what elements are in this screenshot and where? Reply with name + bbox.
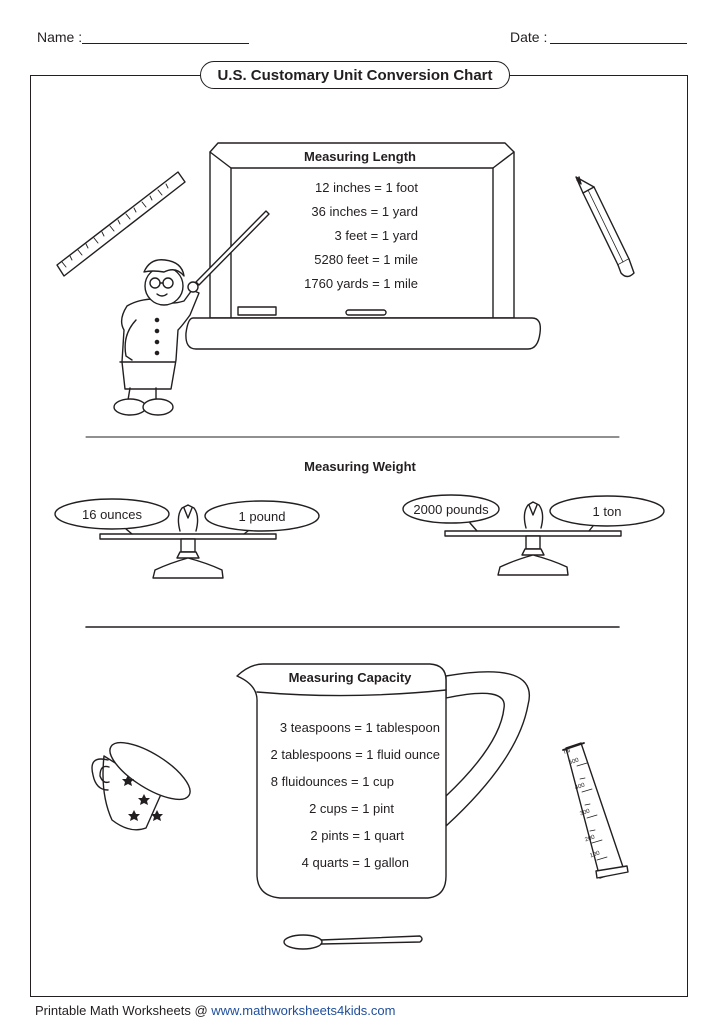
name-label: Name : [37, 29, 83, 45]
cylinder-mark: 100 [589, 850, 601, 860]
length-item: 1760 yards = 1 mile [304, 276, 418, 291]
capacity-item: 2 cups = 1 pint [309, 801, 394, 816]
length-heading: Measuring Length [304, 149, 416, 164]
cylinder-mark: 400 [574, 782, 586, 792]
capacity-item: 4 quarts = 1 gallon [301, 855, 409, 870]
footer [35, 1003, 395, 1018]
cylinder-mark: 500 [568, 757, 580, 767]
cylinder-mark: 300 [579, 808, 591, 818]
length-item: 5280 feet = 1 mile [314, 252, 418, 267]
spoon-icon [284, 935, 422, 949]
capacity-item: 2 tablespoons = 1 fluid ounce [270, 747, 440, 762]
length-item: 36 inches = 1 yard [311, 204, 418, 219]
capacity-item: 8 fluidounces = 1 cup [270, 774, 394, 789]
chalkboard-icon [186, 143, 540, 349]
scale1-left-label: 16 ounces [82, 507, 142, 522]
length-item: 3 feet = 1 yard [334, 228, 418, 243]
footer-prefix: Printable Math Worksheets @ [35, 1003, 212, 1018]
capacity-item: 2 pints = 1 quart [310, 828, 404, 843]
teacup-icon [92, 732, 198, 830]
date-label: Date : [510, 29, 548, 45]
scale2-left-label: 2000 pounds [413, 502, 489, 517]
capacity-item: 3 teaspoons = 1 tablespoon [279, 720, 440, 735]
cylinder-unit: ml [563, 748, 572, 756]
length-item: 12 inches = 1 foot [315, 180, 418, 195]
cylinder-mark: 200 [584, 834, 596, 844]
capacity-heading: Measuring Capacity [288, 670, 412, 685]
weight-heading: Measuring Weight [304, 459, 416, 474]
pencil-icon [576, 177, 634, 277]
scale2-right-label: 1 ton [592, 504, 622, 519]
footer-link[interactable]: www.mathworksheets4kids.com [211, 1003, 396, 1018]
page-title: U.S. Customary Unit Conversion Chart [200, 61, 510, 89]
scale1-right-label: 1 pound [238, 509, 286, 524]
